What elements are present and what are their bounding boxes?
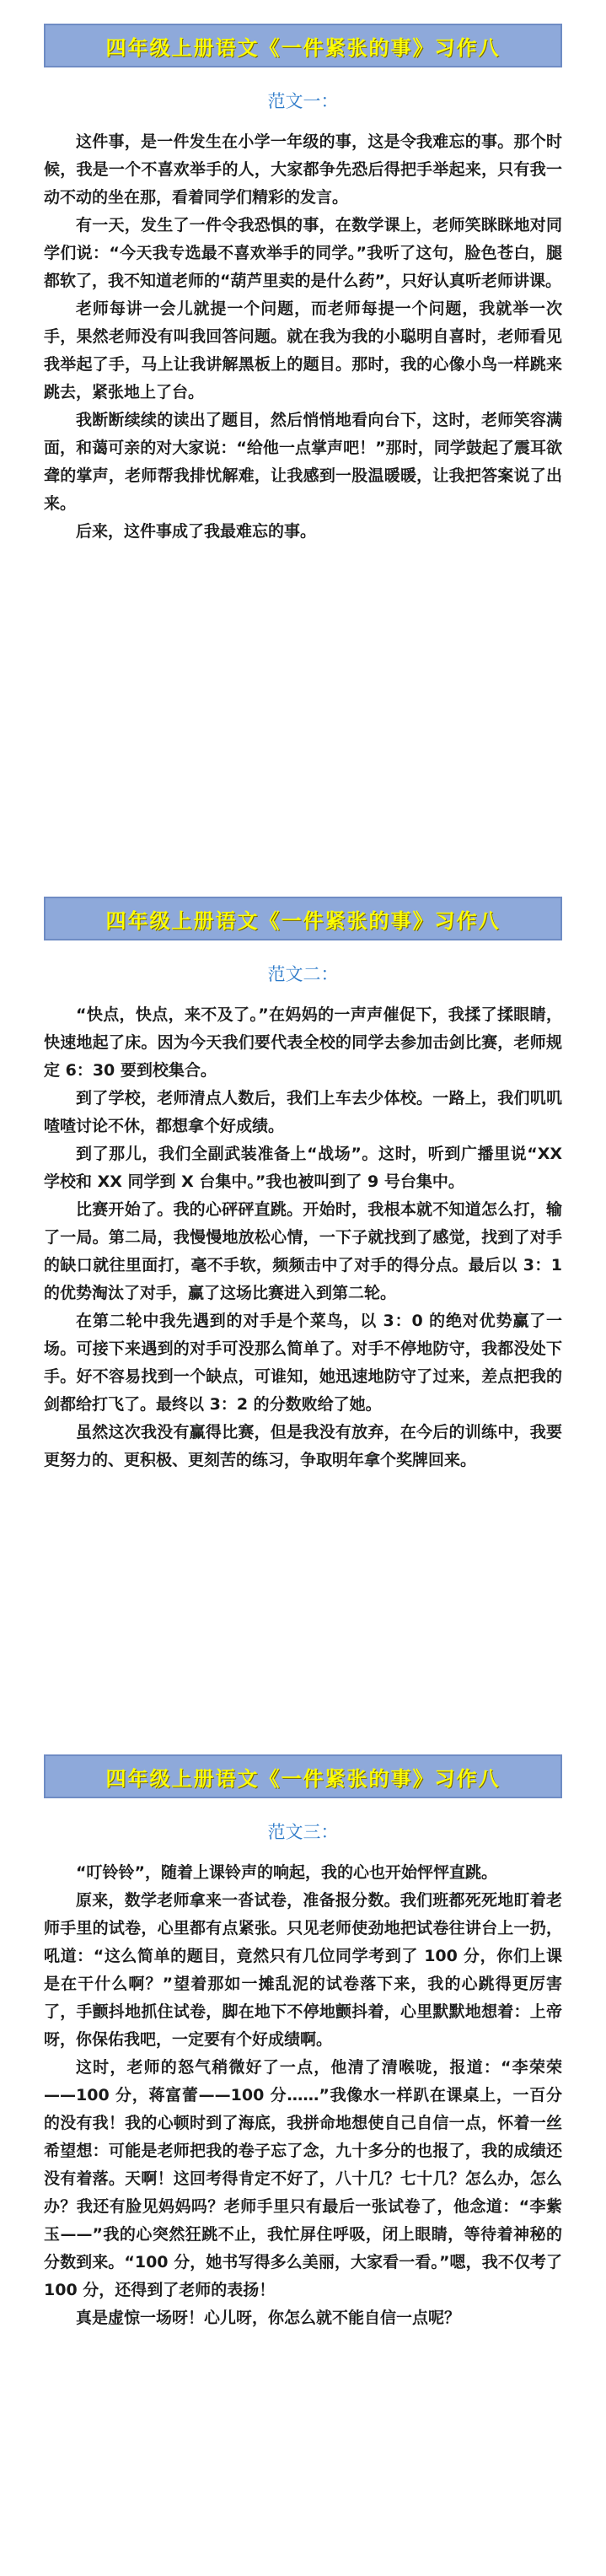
paragraph: “快点，快点，来不及了。”在妈妈的一声声催促下，我揉了揉眼睛，快速地起了床。因为今天我们要代表全校的同学去参加击剑比赛，老师规定 6：30 要到校集合。 (44, 1005, 562, 1080)
essay-section-2 (0, 897, 606, 1474)
paragraph: 到了学校，老师清点人数后，我们上车去少体校。一路上，我们叽叽喳喳讨论不休，都想拿个好成绩。 (44, 1089, 562, 1135)
paragraph: 后来，这件事成了我最难忘的事。 (76, 522, 317, 541)
essay-section-3 (0, 1754, 606, 2332)
banner-title: 四年级上册语文《一件紧张的事》习作八 (105, 908, 501, 933)
paragraph: 原来，数学老师拿来一沓试卷，准备报分数。我们班都死死地盯着老师手里的试卷，心里都有点紧张。只见老师使劲地把试卷往讲台上一扔，吼道：“这么简单的题目，竟然只有几位同学考到了 100 分，你们上课是在干什么啊？”望着那如一摊乱泥的试卷落下来，我的心跳得更厉害了，手颤抖地抓住试卷，脚在地下不停地颤抖着，心里默默地想着：上帝呀，你保佑我吧，一定要有个好成绩啊。 (44, 1891, 562, 2049)
paragraph: 在第二轮中我先遇到的对手是个菜鸟，以 3：0 的绝对优势赢了一场。可接下来遇到的对手可没那么简单了。对手不停地防守，我都没处下手。好不容易找到一个缺点，可谁知，她迅速地防守了过来，差点把我的剑都给打飞了。最终以 3：2 的分数败给了她。 (44, 1312, 562, 1414)
essay-body (44, 1859, 562, 2332)
paragraph: 虽然这次我没有赢得比赛，但是我没有放弃，在今后的训练中，我要更努力的、更积极、更刻苦的练习，争取明年拿个奖牌回来。 (44, 1423, 562, 1469)
paragraph: 到了那儿，我们全副武装准备上“战场”。这时，听到广播里说“XX 学校和 XX 同学到 X 台集中。”我也被叫到了 9 号台集中。 (44, 1145, 562, 1191)
paragraph: 有一天，发生了一件令我恐惧的事，在数学课上，老师笑眯眯地对同学们说：“今天我专选最不喜欢举手的同学。”我听了这句，脸色苍白，腿都软了，我不知道老师的“葫芦里卖的是什么药”，只好认真听老师讲课。 (44, 216, 562, 290)
sample-label: 范文三： (267, 1822, 339, 1842)
paragraph: 我断断续续的读出了题目，然后悄悄地看向台下，这时，老师笑容满面，和蔼可亲的对大家说：“给他一点掌声吧！”那时，同学鼓起了震耳欲聋的掌声，老师帮我排忧解难，让我感到一股温暖暖，让我把答案说了出来。 (44, 411, 562, 513)
paragraph: “叮铃铃”，随着上课铃声的响起，我的心也开始怦怦直跳。 (76, 1863, 497, 1882)
paragraph: 这时，老师的怒气稍微好了一点，他清了清喉咙，报道：“李荣荣——100 分，蒋富蕾——100 分……”我像水一样趴在课桌上，一百分的没有我！我的心顿时到了海底，我拼命地想使自己自信一点，怀着一丝希望想：可能是老师把我的卷子忘了念，九十多分的也报了，我的成绩还没有着落。天啊！这回考得肯定不好了，八十几？七十几？怎么办，怎么办？我还有脸见妈妈吗？老师手里只有最后一张试卷了，他念道：“李紫玉——”我的心突然狂跳不止，我忙屏住呼吸，闭上眼睛，等待着神秘的分数到来。“100 分，她书写得多么美丽，大家看一看。”嗯，我不仅考了 100 分，还得到了老师的表扬！ (44, 2058, 562, 2299)
title-banner (44, 24, 562, 67)
paragraph: 比赛开始了。我的心砰砰直跳。开始时，我根本就不知道怎么打，输了一局。第二局，我慢慢地放松心情，一下子就找到了感觉，找到了对手的缺口就往里面打，毫不手软，频频击中了对手的得分点。最后以 3：1 的优势淘汰了对手，赢了这场比赛进入到第二轮。 (44, 1200, 562, 1302)
sample-label: 范文二： (267, 964, 339, 984)
paragraph: 这件事，是一件发生在小学一年级的事，这是令我难忘的事。那个时候，我是一个不喜欢举手的人，大家都争先恐后得把手举起来，只有我一动不动的坐在那，看着同学们精彩的发言。 (44, 132, 562, 207)
sample-label: 范文一： (267, 91, 339, 111)
banner-title: 四年级上册语文《一件紧张的事》习作八 (105, 35, 501, 60)
paragraph: 老师每讲一会儿就提一个问题，而老师每提一个问题，我就举一次手，果然老师没有叫我回答问题。就在我为我的小聪明自喜时，老师看见我举起了手，马上让我讲解黑板上的题目。那时，我的心像小鸟一样跳来跳去，紧张地上了台。 (44, 299, 562, 401)
essay-body (44, 1001, 562, 1474)
paragraph: 真是虚惊一场呀！心儿呀，你怎么就不能自信一点呢？ (76, 2309, 461, 2327)
title-banner (44, 1754, 562, 1798)
essay-section-1 (0, 24, 606, 546)
essay-body (44, 128, 562, 546)
banner-title: 四年级上册语文《一件紧张的事》习作八 (105, 1765, 501, 1791)
title-banner (44, 897, 562, 940)
